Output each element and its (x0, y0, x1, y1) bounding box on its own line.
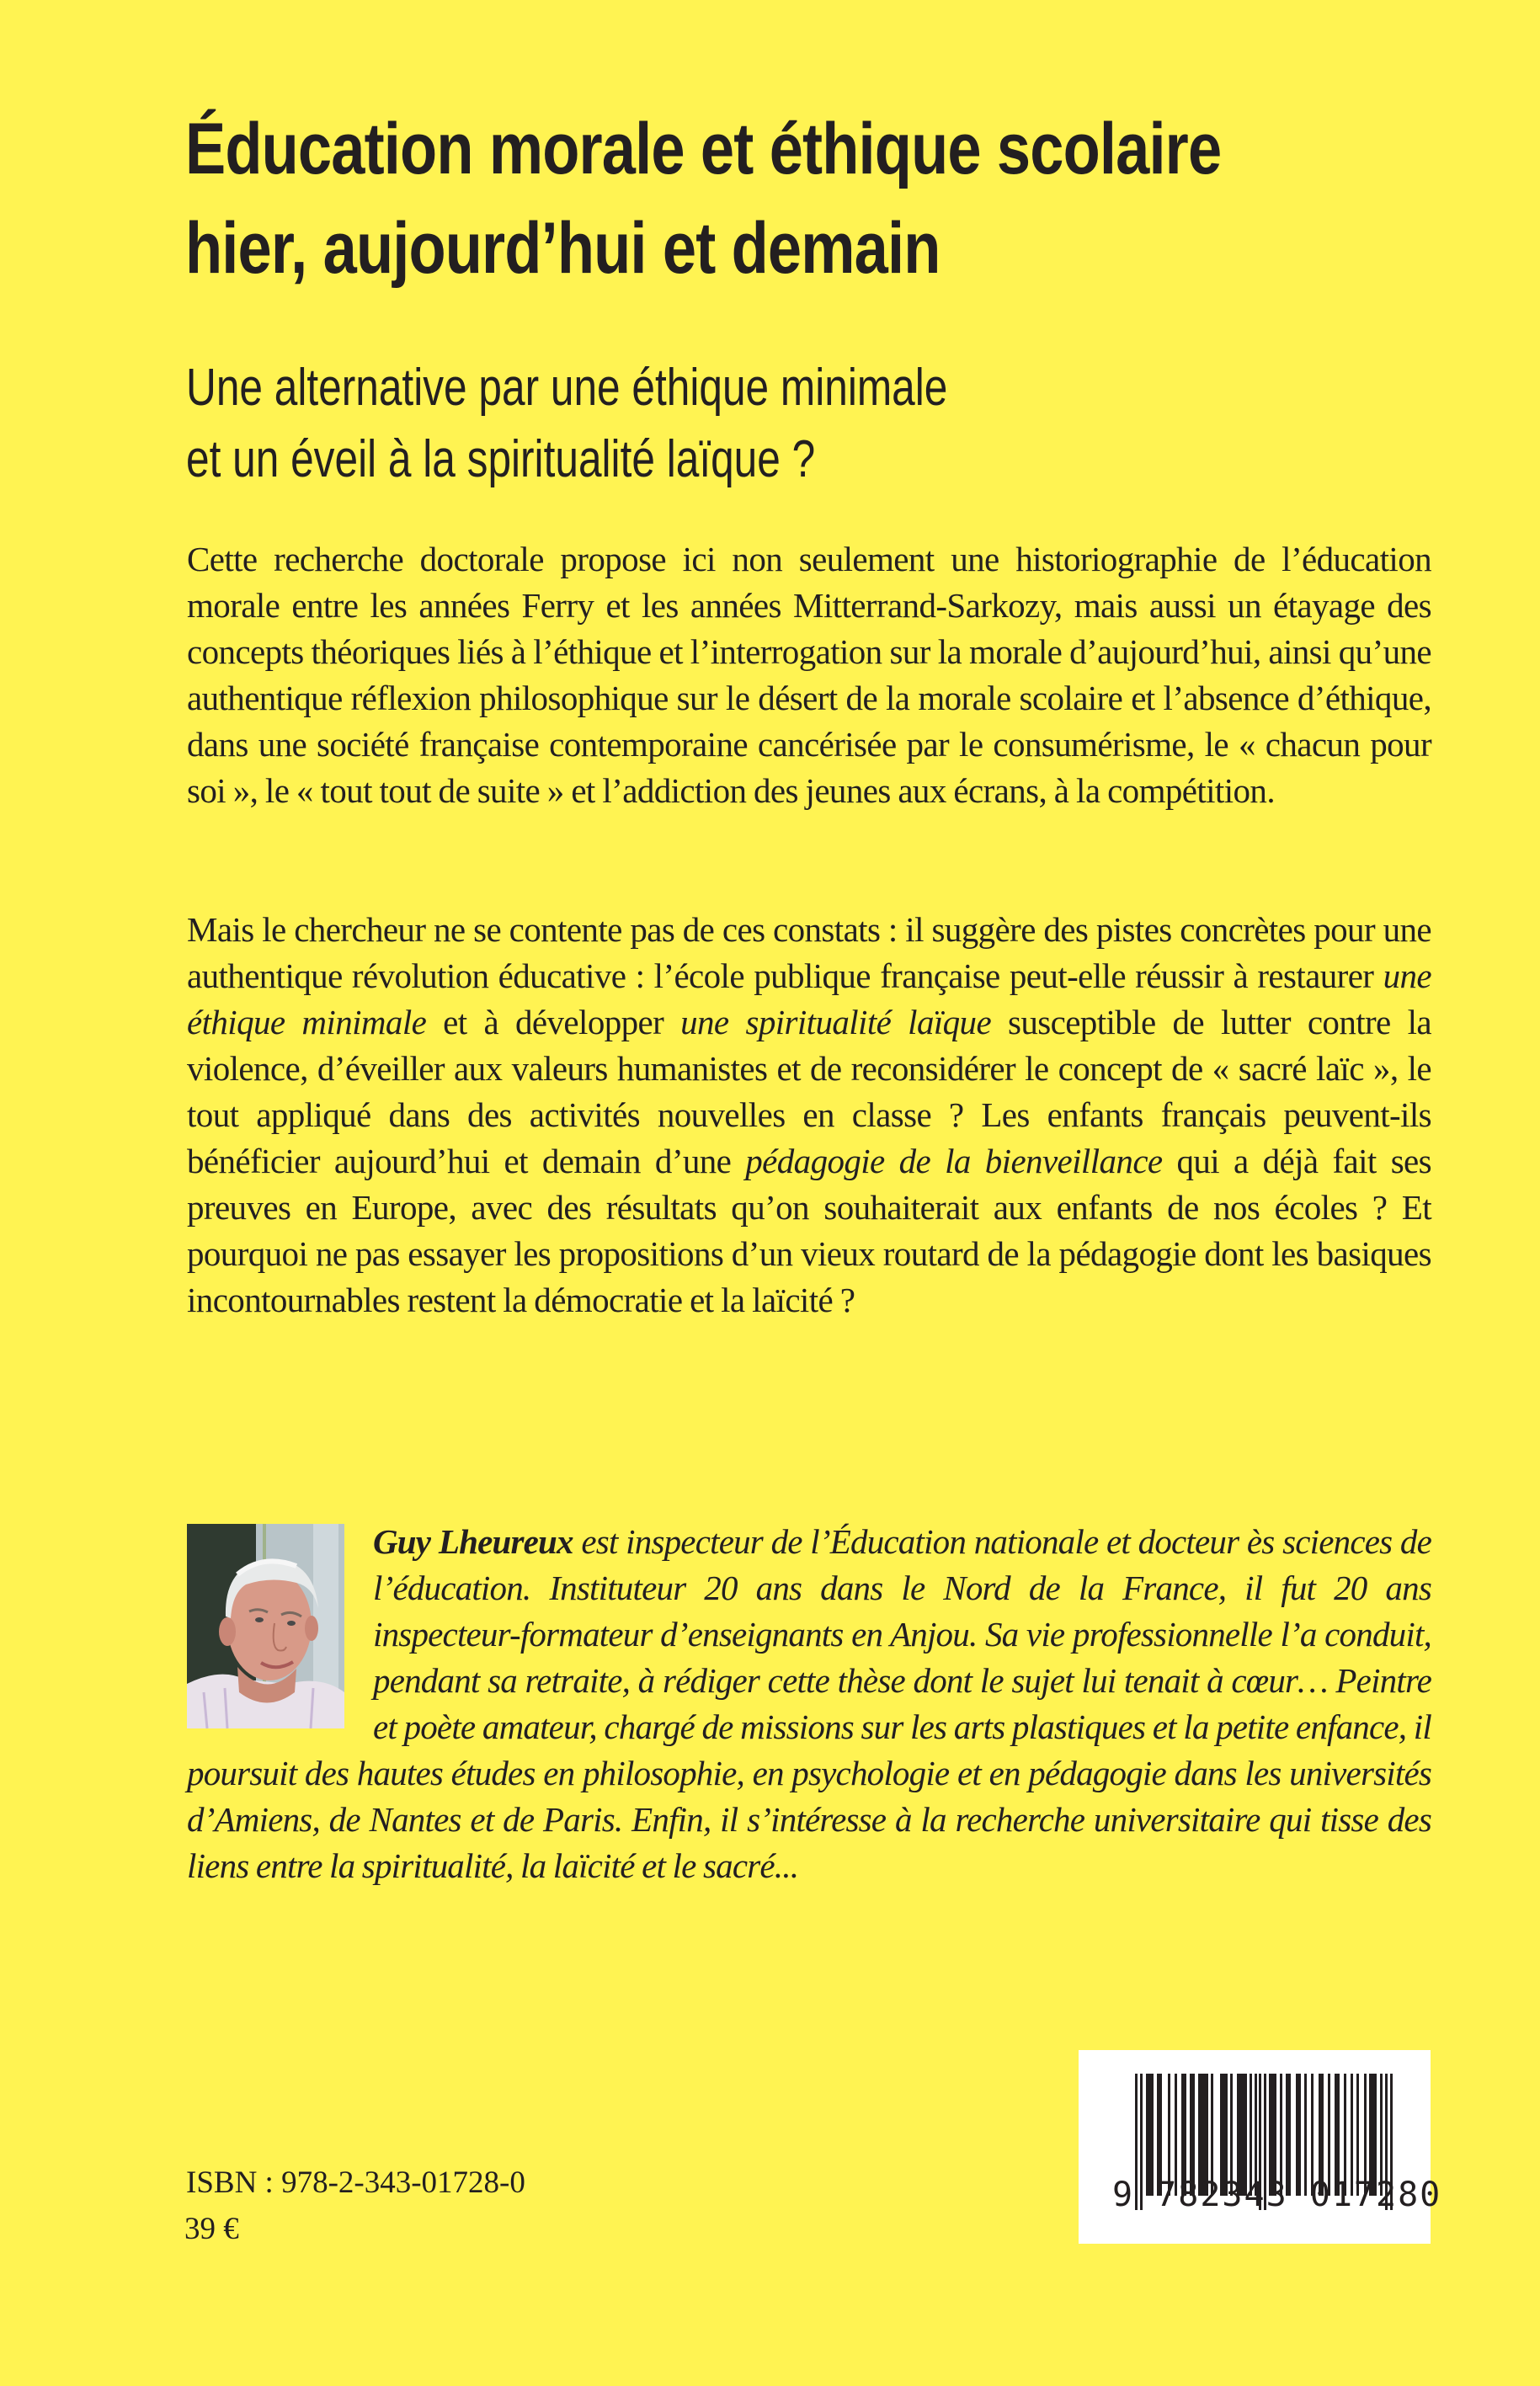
author-name: Guy Lheureux (373, 1522, 573, 1561)
book-title-line-1: Éducation morale et éthique scolaire (185, 109, 1222, 189)
paragraph-2-text: qui a déjà fait ses preuves en Europe, avec des résultats qu’on souhaiterait aux enfants de nos écoles ? Et pourquoi ne pas essayer les propositions d’un vieux routard de la pédagogie dont les basiques incontournables restent la démocratie et la laïcité ? (187, 1142, 1432, 1319)
book-title-line-2: hier, aujourd’hui et demain (185, 208, 941, 289)
author-bio-text (187, 1519, 1431, 1889)
barcode-number: 9 782343 017280 (1112, 2176, 1442, 2214)
book-subtitle (186, 352, 947, 495)
price-label: 39 € (184, 2212, 239, 2246)
description-paragraph-2 (187, 907, 1431, 1323)
description-paragraph-1: Cette recherche doctorale propose ici non seulement une historiographie de l’éducation morale entre les années Ferry et les années Mitterrand-Sarkozy, mais aussi un étayage des concepts théoriques liés à l’éthique et l’interrogation sur la morale d’aujourd’hui, ainsi qu’une authentique réflexion philosophique sur le désert de la morale scolaire et l’absence d’éthique, dans une société française contemporaine cancérisée par le consumérisme, le « chacun pour soi », le « tout tout de suite » et l’addiction des jeunes aux écrans, à la compétition. (187, 540, 1431, 810)
author-bio-section (187, 1519, 1431, 1889)
barcode (1079, 2050, 1442, 2244)
paragraph-2-text: et à développer (426, 1003, 681, 1041)
book-title (185, 99, 1246, 298)
author-portrait-icon (187, 1524, 344, 1728)
author-photo (187, 1524, 344, 1728)
book-subtitle-line-2: et un éveil à la spiritualité laïque ? (186, 430, 816, 488)
emphasis-pedagogie-bienveillance: pédagogie de la bienveillance (745, 1142, 1163, 1180)
barcode-bars-icon (1079, 2050, 1431, 2244)
isbn-label: ISBN : 978-2-343-01728-0 (186, 2165, 525, 2200)
paragraph-2-text: susceptible de lutter contre la violence, d’éveiller aux valeurs humanistes et de reconsidérer le concept de « sacré laïc », le tout appliqué dans des activités nouvelles en classe ? Les enfants français peuvent-ils bénéficier aujourd’hui et demain d’une (187, 1003, 1431, 1180)
author-bio-body: est inspecteur de l’Éducation nationale et docteur ès sciences de l’éducation. Instituteur 20 ans dans le Nord de la France, il fut 20 ans inspecteur-formateur d’enseignants en Anjou. Sa vie professionnelle l’a conduit, pendant sa retraite, à rédiger cette thèse dont le sujet lui tenait à cœur… Peintre et poète amateur, chargé de missions sur les arts plastiques et la petite enfance, il poursuit des hautes études en philosophie, en psychologie et en pédagogie dans les universités d’Amiens, de Nantes et de Paris. Enfin, il s’intéresse à la recherche universitaire qui tisse des liens entre la spiritualité, la laïcité et le sacré... (187, 1522, 1431, 1885)
paragraph-2-text: Mais le chercheur ne se contente pas de ces constats : il suggère des pistes concrètes pour une authentique révolution éducative : l’école publique française peut-elle réussir à restaurer (187, 910, 1431, 995)
emphasis-ethique-minimale: une éthique minimale (187, 956, 1431, 1041)
emphasis-spiritualite-laique: une spiritualité laïque (680, 1003, 992, 1041)
book-subtitle-line-1: Une alternative par une éthique minimale (186, 359, 948, 417)
